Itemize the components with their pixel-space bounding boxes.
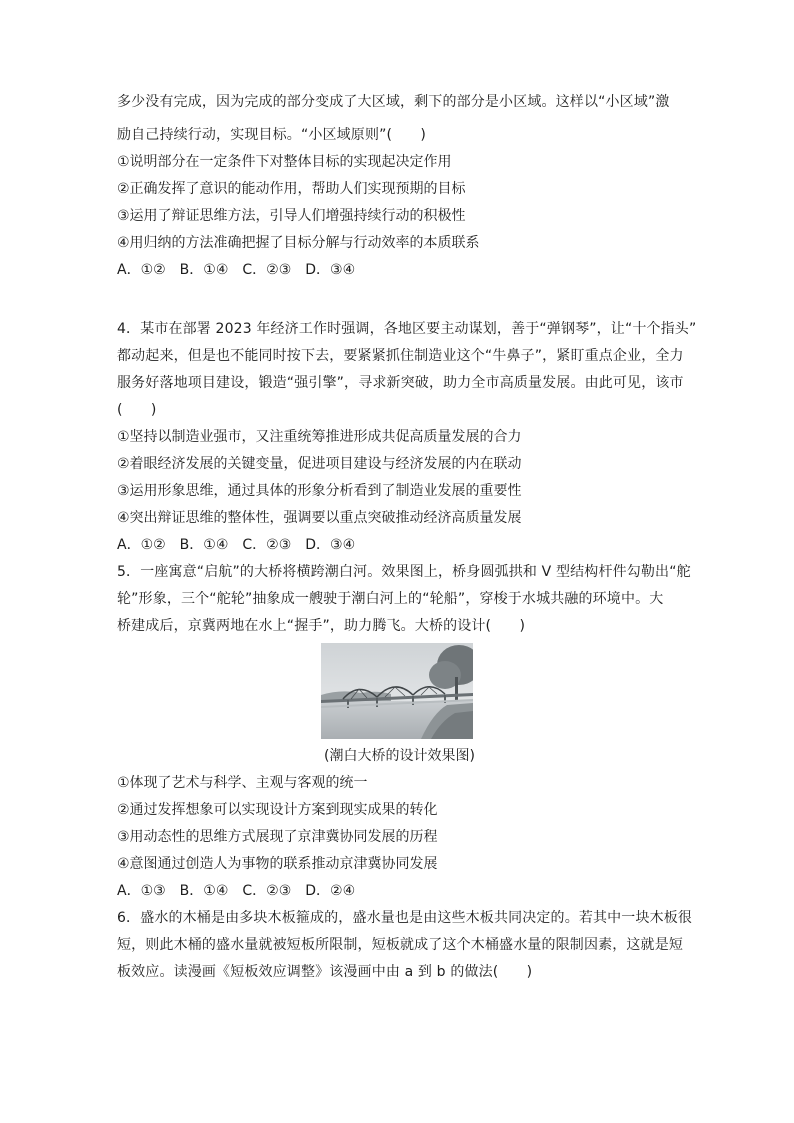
question-5-option-3: ③用动态性的思维方式展现了京津冀协同发展的历程 bbox=[117, 829, 438, 845]
question-5-option-2: ②通过发挥想象可以实现设计方案到现实成果的转化 bbox=[117, 802, 438, 818]
question-4 bbox=[117, 316, 697, 559]
question-6-stem-line: 板效应。读漫画《短板效应调整》该漫画中由 a 到 b 的做法( ) bbox=[117, 964, 533, 980]
question-5-option-4: ④意图通过创造人为事物的联系推动京津冀协同发展 bbox=[117, 856, 438, 872]
question-4-stem-line: ( ) bbox=[117, 402, 157, 418]
question-3-stem-line: 励自己持续行动，实现目标。“小区域原则”( ) bbox=[117, 127, 427, 143]
question-5-stem-line: 轮”形象，三个“舵轮”抽象成一艘驶于潮白河上的“轮船”，穿梭于水城共融的环境中。大 bbox=[117, 591, 664, 607]
question-4-stem-line: 都动起来，但是也不能同时按下去，要紧紧抓住制造业这个“牛鼻子”，紧盯重点企业，全力 bbox=[117, 348, 684, 364]
question-4-stem-line: 服务好落地项目建设，锻造“强引擎”，寻求新突破，助力全市高质量发展。由此可见，该市 bbox=[117, 375, 684, 391]
question-3-option-3: ③运用了辩证思维方法，引导人们增强持续行动的积极性 bbox=[117, 208, 466, 224]
question-4-option-4: ④突出辩证思维的整体性，强调要以重点突破推动经济高质量发展 bbox=[117, 510, 522, 526]
question-3-option-1: ①说明部分在一定条件下对整体目标的实现起决定作用 bbox=[117, 154, 452, 170]
question-5 bbox=[117, 559, 691, 640]
question-6-stem-line: 短，则此木桶的盛水量就被短板所限制，短板就成了这个木桶盛水量的限制因素，这就是短 bbox=[117, 937, 683, 953]
question-4-choices: A．①② B．①④ C．②③ D．③④ bbox=[117, 537, 356, 553]
question-6-stem-line: 6．盛水的木桶是由多块木板箍成的，盛水量也是由这些木板共同决定的。若其中一块木板很 bbox=[117, 910, 693, 926]
question-3 bbox=[117, 89, 682, 284]
bridge-rendering-image bbox=[321, 643, 473, 739]
question-3-option-2: ②正确发挥了意识的能动作用，帮助人们实现预期的目标 bbox=[117, 181, 466, 197]
question-5-options bbox=[117, 770, 682, 905]
question-3-stem-line: 多少没有完成，因为完成的部分变成了大区域，剩下的部分是小区域。这样以“小区域”激 bbox=[117, 94, 670, 110]
question-4-option-1: ①坚持以制造业强市，又注重统筹推进形成共促高质量发展的合力 bbox=[117, 429, 522, 445]
question-5-stem-line: 5．一座寓意“启航”的大桥将横跨潮白河。效果图上，桥身圆弧拱和 V 型结构杆件勾勒出“舵 bbox=[117, 564, 691, 580]
question-5-stem-line: 桥建成后，京冀两地在水上“握手”，助力腾飞。大桥的设计( ) bbox=[117, 618, 526, 634]
question-4-option-3: ③运用形象思维，通过具体的形象分析看到了制造业发展的重要性 bbox=[117, 483, 522, 499]
question-4-option-2: ②着眼经济发展的关键变量，促进项目建设与经济发展的内在联动 bbox=[117, 456, 522, 472]
question-5-option-1: ①体现了艺术与科学、主观与客观的统一 bbox=[117, 775, 368, 791]
figure-caption: (潮白大桥的设计效果图) bbox=[324, 748, 475, 764]
question-6 bbox=[117, 905, 693, 986]
question-4-stem-line: 4．某市在部署 2023 年经济工作时强调，各地区要主动谋划，善于“弹钢琴”，让“十个指头” bbox=[117, 321, 697, 337]
question-3-option-4: ④用归纳的方法准确把握了目标分解与行动效率的本质联系 bbox=[117, 235, 480, 251]
question-3-choices: A．①② B．①④ C．②③ D．③④ bbox=[117, 262, 356, 278]
question-5-choices: A．①③ B．①④ C．②③ D．②④ bbox=[117, 883, 356, 899]
